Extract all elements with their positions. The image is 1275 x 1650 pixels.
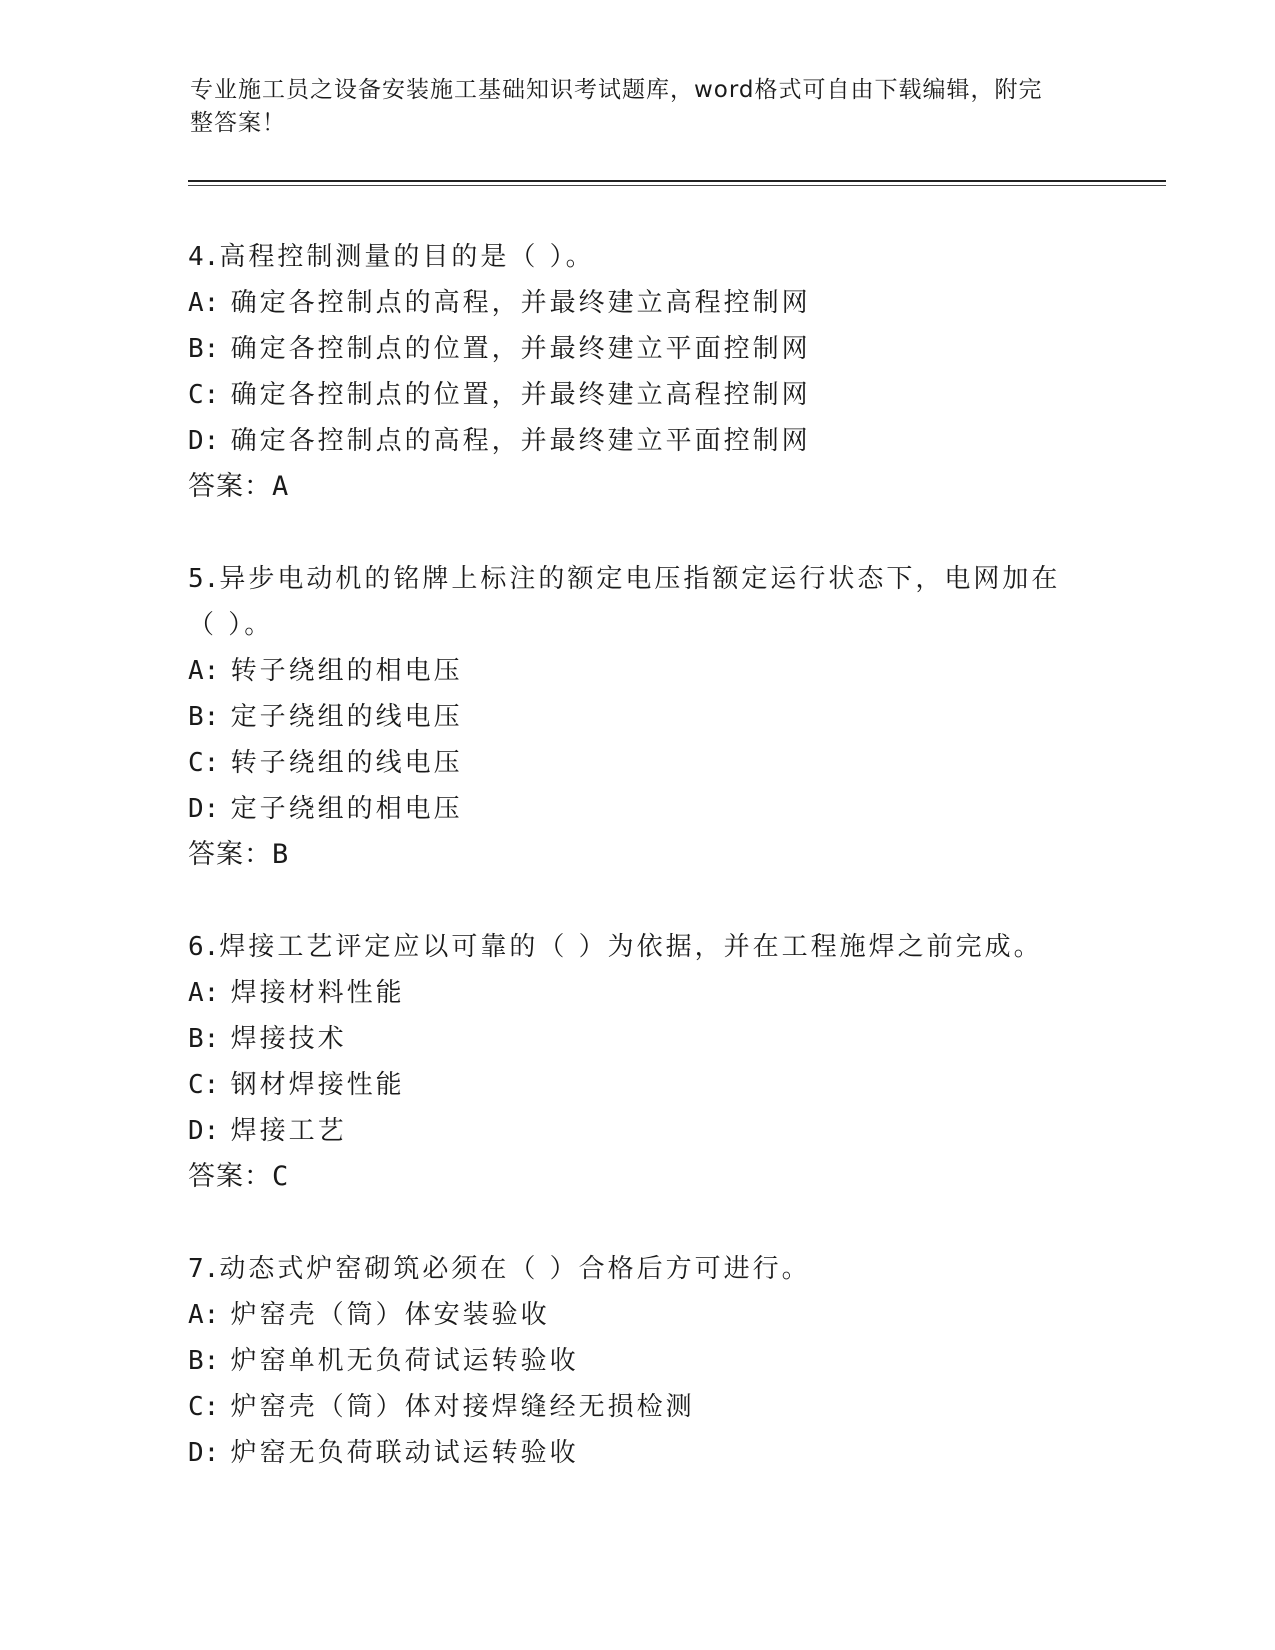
option-label: D: <box>188 1438 220 1468</box>
question-text: 动态式炉窑砌筑必须在（ ）合格后方可进行。 <box>219 1254 811 1284</box>
option-label: D: <box>188 794 220 824</box>
answer-label: 答案： <box>188 471 272 502</box>
option-c <box>188 372 1088 418</box>
option-label: C: <box>188 748 220 778</box>
option-label: D: <box>188 1116 220 1146</box>
question-4 <box>188 234 1088 510</box>
option-text: 转子绕组的线电压 <box>230 748 463 778</box>
option-text: 炉窑壳（筒）体安装验收 <box>230 1300 550 1330</box>
option-label: A: <box>188 1300 220 1330</box>
option-text: 炉窑无负荷联动试运转验收 <box>230 1438 579 1468</box>
document-header <box>190 74 1090 140</box>
question-text: 异步电动机的铭牌上标注的额定电压指额定运行状态下，电网加在 <box>219 564 1061 594</box>
option-text: 确定各控制点的位置，并最终建立高程控制网 <box>230 380 811 410</box>
answer-line <box>188 1154 1088 1200</box>
question-stem <box>188 924 1088 970</box>
option-text: 炉窑壳（筒）体对接焊缝经无损检测 <box>230 1392 695 1422</box>
option-text: 焊接技术 <box>230 1024 347 1054</box>
question-number: 6. <box>188 932 220 962</box>
question-6 <box>188 924 1088 1200</box>
option-b <box>188 1338 1088 1384</box>
option-text: 钢材焊接性能 <box>230 1070 405 1100</box>
question-list <box>188 234 1088 1522</box>
answer-line <box>188 464 1088 510</box>
question-number: 4. <box>188 242 220 272</box>
option-d <box>188 786 1088 832</box>
answer-line <box>188 832 1088 878</box>
option-label: B: <box>188 1024 220 1054</box>
answer-label: 答案： <box>188 839 272 870</box>
option-text: 确定各控制点的位置，并最终建立平面控制网 <box>230 334 811 364</box>
answer-value: B <box>272 839 290 870</box>
option-c <box>188 1062 1088 1108</box>
question-stem-continued: （ ）。 <box>188 610 274 640</box>
header-divider-thick <box>188 180 1166 182</box>
option-b <box>188 694 1088 740</box>
option-text: 定子绕组的线电压 <box>230 702 463 732</box>
question-text: 焊接工艺评定应以可靠的（ ）为依据，并在工程施焊之前完成。 <box>219 932 1043 962</box>
option-a <box>188 1292 1088 1338</box>
option-label: C: <box>188 1392 220 1422</box>
option-a <box>188 648 1088 694</box>
option-d <box>188 1430 1088 1476</box>
option-text: 转子绕组的相电压 <box>230 656 463 686</box>
option-d <box>188 1108 1088 1154</box>
answer-value: C <box>272 1161 290 1192</box>
option-label: A: <box>188 978 220 1008</box>
option-b <box>188 1016 1088 1062</box>
option-a <box>188 970 1088 1016</box>
option-c <box>188 1384 1088 1430</box>
option-label: B: <box>188 702 220 732</box>
option-label: A: <box>188 656 220 686</box>
option-text: 确定各控制点的高程，并最终建立高程控制网 <box>230 288 811 318</box>
question-5 <box>188 556 1088 878</box>
question-number: 7. <box>188 1254 220 1284</box>
option-b <box>188 326 1088 372</box>
header-title-line-1: 专业施工员之设备安装施工基础知识考试题库，word格式可自由下载编辑，附完 <box>190 77 1043 103</box>
answer-label: 答案： <box>188 1161 272 1192</box>
option-label: C: <box>188 1070 220 1100</box>
answer-value: A <box>272 471 290 502</box>
option-a <box>188 280 1088 326</box>
option-d <box>188 418 1088 464</box>
option-text: 焊接工艺 <box>230 1116 347 1146</box>
question-stem <box>188 556 1088 602</box>
option-text: 确定各控制点的高程，并最终建立平面控制网 <box>230 426 811 456</box>
question-text: 高程控制测量的目的是（ ）。 <box>219 242 595 272</box>
question-number: 5. <box>188 564 220 594</box>
question-7 <box>188 1246 1088 1476</box>
option-label: C: <box>188 380 220 410</box>
option-text: 炉窑单机无负荷试运转验收 <box>230 1346 579 1376</box>
option-label: B: <box>188 1346 220 1376</box>
option-text: 焊接材料性能 <box>230 978 405 1008</box>
question-stem <box>188 1246 1088 1292</box>
question-stem <box>188 234 1088 280</box>
header-divider-thin <box>188 185 1166 186</box>
option-label: D: <box>188 426 220 456</box>
header-title-line-2: 整答案！ <box>190 110 286 136</box>
option-c <box>188 740 1088 786</box>
option-label: B: <box>188 334 220 364</box>
option-label: A: <box>188 288 220 318</box>
option-text: 定子绕组的相电压 <box>230 794 463 824</box>
